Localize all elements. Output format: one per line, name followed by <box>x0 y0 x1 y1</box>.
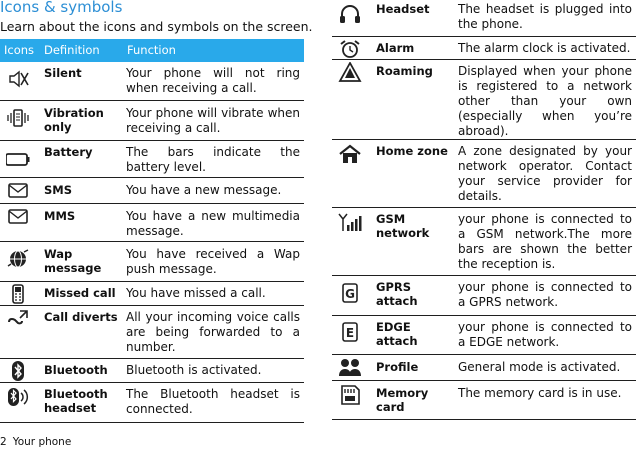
row-function: You have received a Wap push message. <box>126 247 300 276</box>
row-function: The Bluetooth headset is connected. <box>126 387 300 416</box>
row-function: The bars indicate the battery level. <box>126 145 300 174</box>
gprs-icon <box>338 283 362 303</box>
icons-table-right <box>332 0 636 420</box>
table-row <box>332 140 636 208</box>
row-function: Your phone will not ring when receiving a call. <box>126 66 300 95</box>
table-row <box>332 37 636 60</box>
page-number: 2 <box>0 436 7 448</box>
header-definition: Definition <box>44 43 100 57</box>
mms-envelope-icon <box>6 206 30 226</box>
bluetooth-icon <box>6 361 30 381</box>
row-name: Bluetooth headset <box>44 387 108 415</box>
profile-people-icon <box>338 357 362 377</box>
row-name: GPRS attach <box>376 280 418 308</box>
battery-icon <box>6 149 30 169</box>
row-function: your phone is connected to a GPRS network. <box>458 280 632 309</box>
icons-table-left <box>0 39 304 423</box>
row-function: The memory card is in use. <box>458 386 622 400</box>
row-name: GSM network <box>376 212 430 240</box>
globe-icon <box>6 249 30 269</box>
table-row <box>332 276 636 316</box>
headset-icon <box>338 4 362 24</box>
home-icon <box>338 144 362 164</box>
row-name: Roaming <box>376 64 433 78</box>
row-name: Alarm <box>376 41 415 55</box>
envelope-icon <box>6 180 30 200</box>
table-row <box>0 383 304 423</box>
row-function: You have a new multimedia message. <box>126 209 300 238</box>
row-name: Wap message <box>44 247 102 275</box>
row-name: Silent <box>44 66 82 80</box>
row-name: Battery <box>44 145 93 159</box>
table-row <box>0 178 304 204</box>
page-title: Icons & symbols <box>0 0 123 16</box>
memory-card-icon <box>338 385 362 405</box>
alarm-clock-icon <box>338 39 362 59</box>
table-row <box>0 282 304 306</box>
call-divert-icon <box>6 308 30 328</box>
footer-text: Your phone <box>12 436 72 448</box>
table-row <box>0 359 304 383</box>
row-name: Profile <box>376 360 419 374</box>
edge-icon <box>338 322 362 342</box>
row-function: You have a new message. <box>126 183 282 197</box>
table-row <box>0 62 304 101</box>
row-name: Missed call <box>44 286 116 300</box>
svg-text:E: E <box>345 326 355 340</box>
row-function: Bluetooth is activated. <box>126 363 262 377</box>
row-name: MMS <box>44 209 76 223</box>
intro-text: Learn about the icons and symbols on the screen. <box>0 19 313 34</box>
row-function: The alarm clock is activated. <box>458 41 631 55</box>
row-function: your phone is connected to a GSM network.The more bars are shown the better the reception is. <box>458 212 632 271</box>
table-header <box>0 39 304 62</box>
row-name: Bluetooth <box>44 363 108 377</box>
row-function: Displayed when your phone is registered to a network other than your own (especially when you’re abroad). <box>458 64 632 138</box>
row-function: All your incoming voice calls are being forwarded to a number. <box>126 310 300 354</box>
table-row <box>0 204 304 242</box>
table-row <box>0 141 304 178</box>
header-function: Function <box>127 43 176 57</box>
row-name: Memory card <box>376 386 429 414</box>
table-row <box>332 60 636 140</box>
table-row <box>0 242 304 282</box>
row-function: your phone is connected to a EDGE network. <box>458 320 632 349</box>
table-row <box>0 101 304 141</box>
row-function: You have missed a call. <box>126 286 266 300</box>
roaming-triangle-icon <box>338 62 362 82</box>
vibration-icon <box>6 108 30 128</box>
mute-speaker-icon <box>6 69 30 89</box>
table-row <box>0 306 304 359</box>
row-function: A zone designated by your network operator. Contact your service provider for details. <box>458 144 632 203</box>
table-row <box>332 0 636 37</box>
table-row <box>332 316 636 355</box>
row-name: Headset <box>376 2 430 16</box>
row-name: EDGE attach <box>376 320 418 348</box>
table-row <box>332 355 636 381</box>
row-function: The headset is plugged into the phone. <box>458 2 632 31</box>
row-name: Vibration only <box>44 106 104 134</box>
missed-call-icon <box>6 284 30 304</box>
row-name: Home zone <box>376 144 448 158</box>
row-name: SMS <box>44 183 73 197</box>
bluetooth-headset-icon <box>6 387 30 407</box>
page-footer <box>0 436 71 448</box>
signal-bars-icon <box>338 212 362 232</box>
row-name: Call diverts <box>44 310 118 324</box>
header-icons: Icons <box>4 43 35 57</box>
row-function: Your phone will vibrate when receiving a call. <box>126 106 300 135</box>
table-row <box>332 381 636 420</box>
svg-text:G: G <box>345 287 355 301</box>
table-row <box>332 208 636 276</box>
row-function: General mode is activated. <box>458 360 621 374</box>
